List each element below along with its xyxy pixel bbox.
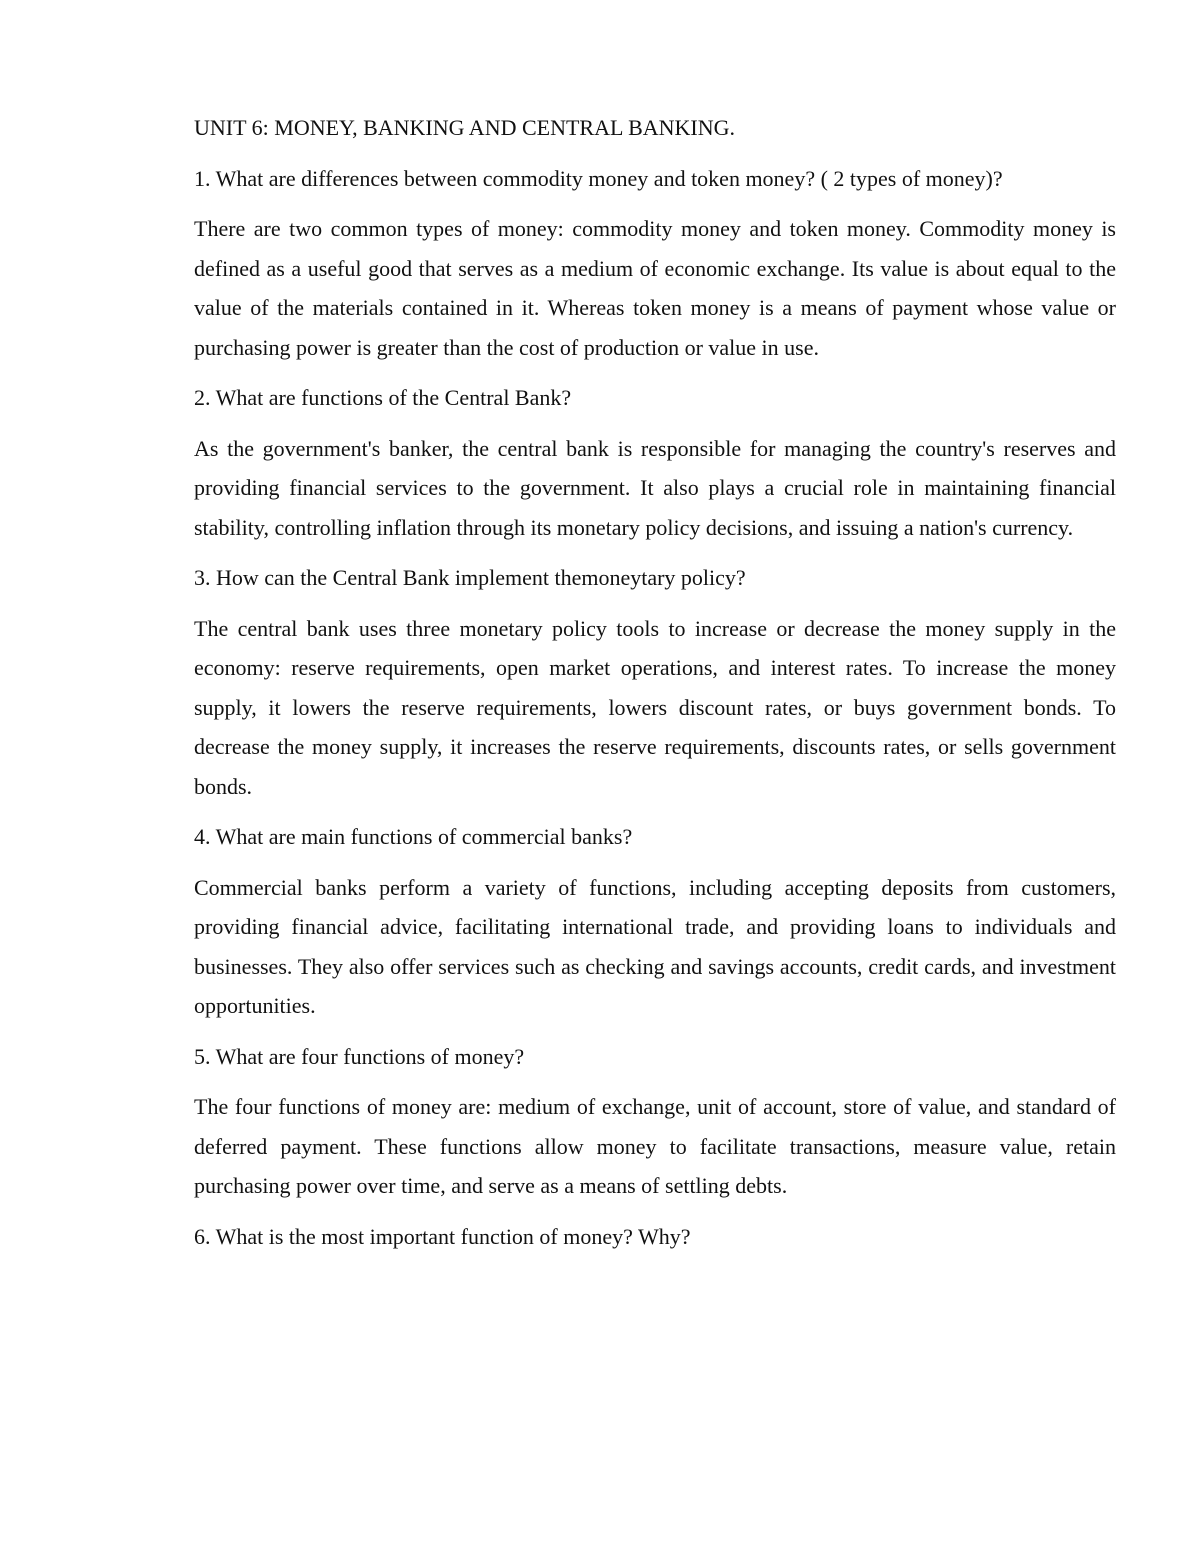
question-3: 3. How can the Central Bank implement themoneytary policy? — [194, 565, 746, 590]
answer-3: The central bank uses three monetary policy tools to increase or decrease the money supply in the economy: reserve requirements, open market operations, and interest rates. To increase the money supply, it lowers the reserve requirements, lowers discount rates, or buys government bonds. To decrease the money supply, it increases the reserve requirements, discounts rates, or sells government bonds. — [194, 615, 1116, 799]
document-title: UNIT 6: MONEY, BANKING AND CENTRAL BANKING. — [194, 115, 736, 140]
question-4: 4. What are main functions of commercial banks? — [194, 824, 633, 849]
question-5: 5. What are four functions of money? — [194, 1043, 525, 1069]
document-body — [194, 108, 1116, 1267]
question-1: 1. What are differences between commodity money and token money? ( 2 types of money)? — [194, 165, 1003, 191]
answer-4: Commercial banks perform a variety of functions, including accepting deposits from customers, providing financial advice, facilitating international trade, and providing loans to individuals and businesses. They also offer services such as checking and savings accounts, credit cards, and investment opportunities. — [194, 874, 1116, 1018]
question-2: 2. What are functions of the Central Bank? — [194, 385, 572, 410]
answer-1: There are two common types of money: commodity money and token money. Commodity money is defined as a useful good that serves as a medium of economic exchange. Its value is about equal to the value of the materials contained in it. Whereas token money is a means of payment whose value or purchasing power is greater than the cost of production or value in use. — [194, 216, 1116, 360]
answer-5: The four functions of money are: medium of exchange, unit of account, store of value, and standard of deferred payment. These functions allow money to facilitate transactions, measure value, retain purchasing power over time, and serve as a means of settling debts. — [194, 1094, 1116, 1198]
question-6: 6. What is the most important function of money? Why? — [194, 1223, 691, 1249]
answer-2: As the government's banker, the central bank is responsible for managing the country's reserves and providing financial services to the government. It also plays a crucial role in maintaining financial stability, controlling inflation through its monetary policy decisions, and issuing a nation's currency. — [194, 435, 1116, 540]
